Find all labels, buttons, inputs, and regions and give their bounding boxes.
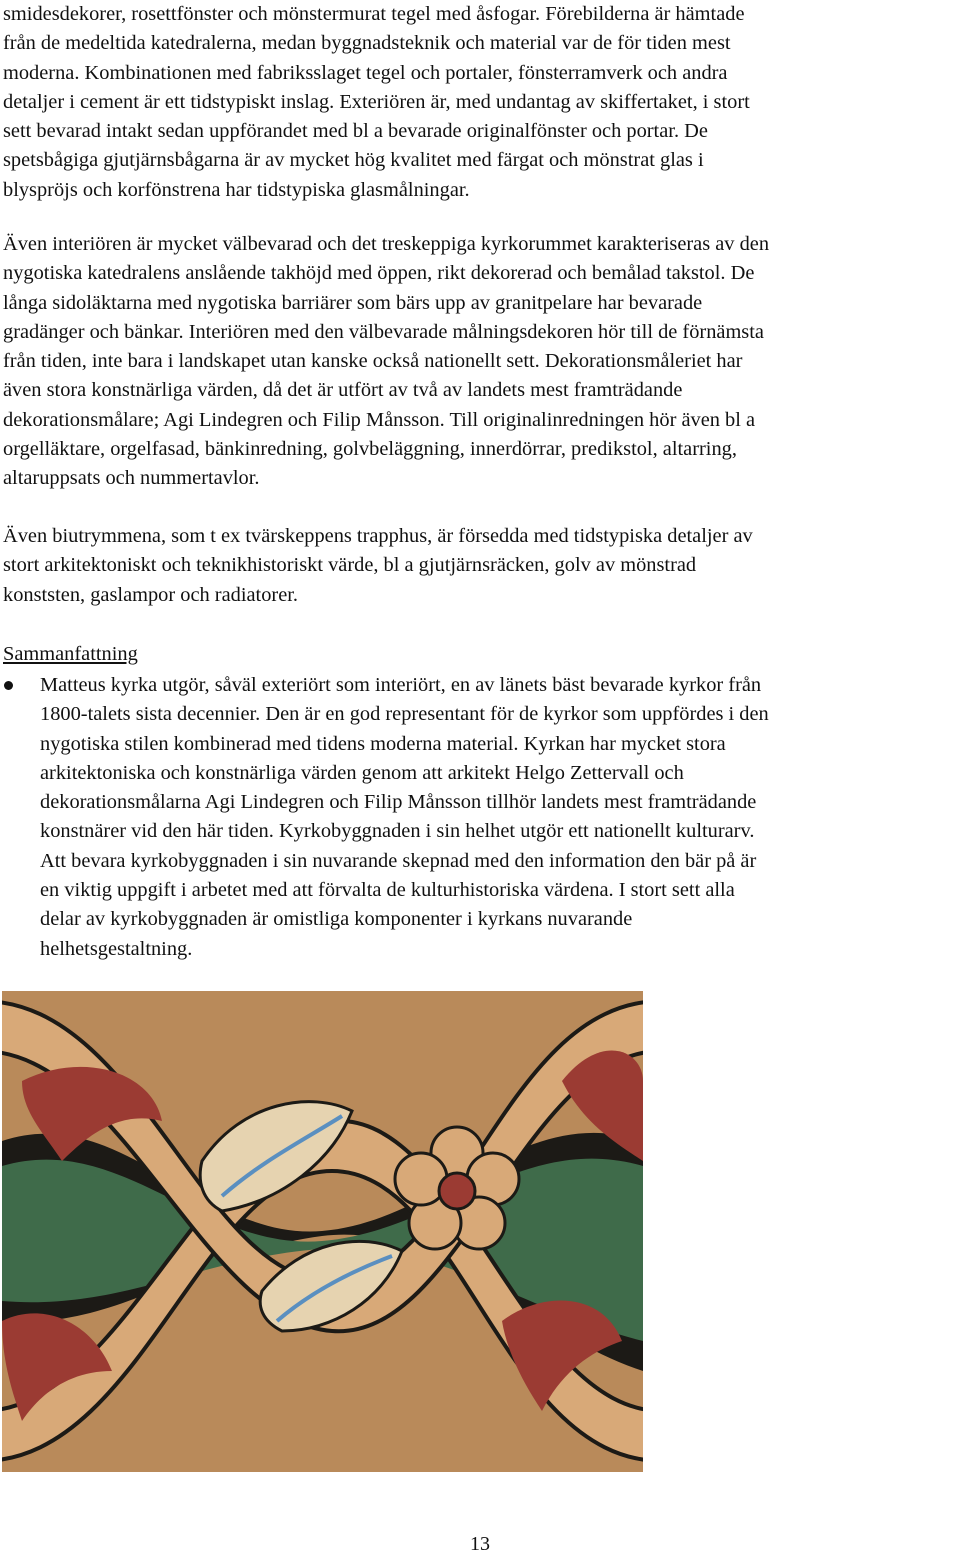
text-line: Matteus kyrka utgör, såväl exteriört som interiört, en av länets bäst bevarade kyrkor från — [40, 674, 762, 696]
text-line: dekorationsmålare; Agi Lindegren och Filip Månsson. Till originalinredningen hör även bl a — [3, 408, 756, 431]
text-line: från de medeltida katedralerna, medan byggnadsteknik och material var de för tiden mest — [3, 32, 731, 55]
text-line: Även interiören är mycket välbevarad och det treskeppiga kyrkorummet karakteriseras av den — [3, 233, 770, 255]
text-line: arkitektoniska och konstnärliga värden genom att arkitekt Helgo Zettervall och — [40, 761, 684, 784]
text-line: Att bevara kyrkobyggnaden i sin nuvarande skepnad med den information den bär på är — [40, 849, 757, 872]
text-line: Även biutrymmena, som t ex tvärskeppens trapphus, är försedda med tidstypiska detaljer av — [3, 525, 753, 547]
paragraph-side-spaces — [3, 522, 953, 610]
summary-bullet-text — [40, 671, 950, 964]
text-line: detaljer i cement är ett tidstypiskt inslag. Exteriören är, med undantag av skiffertaket, i stort — [3, 90, 750, 113]
text-line: konstnärer vid den här tiden. Kyrkobyggnaden i sin helhet utgör ett nationellt kulturarv. — [40, 820, 755, 843]
text-line: moderna. Kombinationen med fabriksslaget tegel och portaler, fönsterramverk och andra — [3, 61, 728, 84]
text-line: 1800-talets sista decennier. Den är en god representant för de kyrkor som uppfördes i den — [40, 703, 769, 726]
text-line: smidesdekorer, rosettfönster och mönstermurat tegel med åsfogar. Förebilderna är hämtade — [3, 3, 745, 25]
paragraph-exterior — [3, 0, 953, 205]
text-line: nygotiska stilen kombinerad med tidens moderna material. Kyrkan har mycket stora — [40, 732, 726, 755]
text-line: orgelläktare, orgelfasad, bänkinredning, golvbeläggning, innerdörrar, predikstol, altarring, — [3, 438, 737, 461]
text-line: stort arkitektoniskt och teknikhistoriskt värde, bl a gjutjärnsräcken, golv av mönstrad — [3, 554, 697, 577]
decorative-painting-photo — [2, 991, 643, 1472]
page-number: 13 — [470, 1533, 490, 1555]
text-line: även stora konstnärliga värden, då det är utfört av två av landets mest framträdande — [3, 379, 683, 402]
text-line: sett bevarad intakt sedan uppförandet med bl a bevarade originalfönster och portar. De — [3, 120, 708, 143]
text-line: konststen, gaslampor och radiatorer. — [3, 583, 299, 606]
summary-heading: Sammanfattning — [3, 643, 138, 665]
bullet-icon — [4, 681, 13, 690]
text-line: nygotiska katedralens anslående takhöjd med öppen, rikt dekorerad och bemålad takstol. De — [3, 262, 755, 285]
text-line: spetsbågiga gjutjärnsbågarna är av mycket hög kvalitet med färgat och mönstrat glas i — [3, 149, 704, 172]
text-line: långa sidoläktarna med nygotiska barriärer som bärs upp av granitpelare har bevarade — [3, 291, 703, 314]
text-line: blyspröjs och korfönstrena har tidstypiska glasmålningar. — [3, 178, 470, 201]
painted-frieze-image — [2, 991, 643, 1472]
text-line: en viktig uppgift i arbetet med att förvalta de kulturhistoriska värdena. I stort sett alla — [40, 879, 735, 902]
text-line: gradänger och bänkar. Interiören med den välbevarade målningsdekoren hör till de förnämsta — [3, 320, 764, 343]
text-line: dekorationsmålarna Agi Lindegren och Filip Månsson tillhör landets mest framträdande — [40, 791, 757, 814]
text-line: altaruppsats och nummertavlor. — [3, 467, 260, 490]
paragraph-interior — [3, 230, 953, 494]
text-line: delar av kyrkobyggnaden är omistliga komponenter i kyrkans nuvarande — [40, 908, 633, 931]
text-line: från tiden, inte bara i landskapet utan kanske också nationellt sett. Dekorationsmåleriet har — [3, 350, 743, 373]
text-line: helhetsgestaltning. — [40, 937, 193, 960]
